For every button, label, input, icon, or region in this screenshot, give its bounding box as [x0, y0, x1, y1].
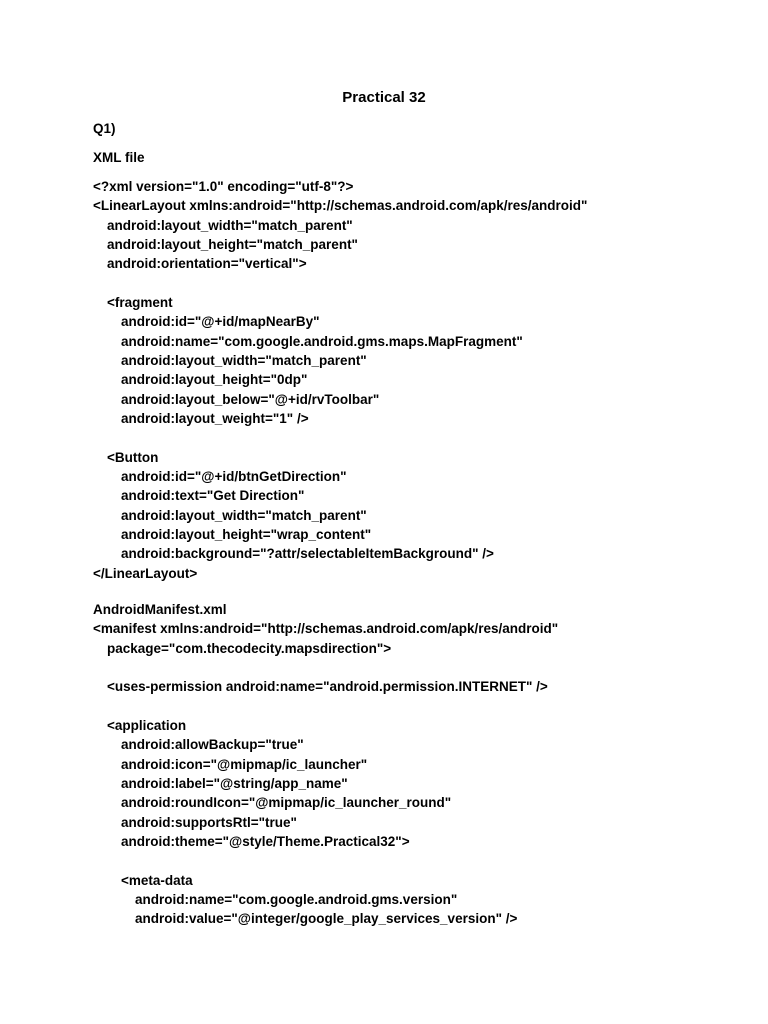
code-line: <Button: [107, 449, 159, 465]
code-line: android:layout_width="match_parent": [121, 507, 367, 523]
code-line: <meta-data: [121, 872, 193, 888]
code-line: <application: [107, 717, 187, 733]
code-line: AndroidManifest.xml: [93, 602, 227, 617]
code-line: android:layout_width="match_parent": [121, 352, 367, 368]
code-line: android:layout_weight="1" />: [121, 410, 309, 426]
code-line: </LinearLayout>: [93, 565, 198, 581]
code-line: [93, 851, 558, 870]
code-line: android:layout_height="match_parent": [107, 236, 358, 252]
code-line: android:label="@string/app_name": [121, 775, 348, 791]
code-line: [93, 428, 587, 447]
page-title: Practical 32: [342, 89, 426, 106]
code-line: <uses-permission android:name="android.permission.INTERNET" />: [107, 679, 548, 695]
code-line: android:background="?attr/selectableItemBackground" />: [121, 546, 494, 562]
code-line: [93, 697, 558, 716]
code-line: [93, 658, 558, 677]
code-line: android:layout_below="@+id/rvToolbar": [121, 391, 380, 407]
code-line: android:icon="@mipmap/ic_launcher": [121, 756, 368, 772]
question-label: Q1): [93, 121, 116, 136]
code-line: android:supportsRtl="true": [121, 814, 297, 830]
code-line: android:layout_height="wrap_content": [121, 526, 372, 542]
code-line: android:orientation="vertical">: [107, 256, 307, 272]
code-line: android:name="com.google.android.gms.maps.MapFragment": [121, 333, 523, 349]
code-line: android:roundIcon="@mipmap/ic_launcher_round": [121, 795, 452, 811]
xml-file-heading: XML file: [93, 150, 145, 165]
code-line: android:allowBackup="true": [121, 737, 304, 753]
code-line: <LinearLayout xmlns:android="http://schemas.android.com/apk/res/android": [93, 198, 588, 214]
code-line: android:name="com.google.android.gms.version": [135, 891, 458, 907]
code-line: android:theme="@style/Theme.Practical32">: [121, 833, 410, 849]
code-line: <fragment: [107, 294, 173, 310]
code-line: android:text="Get Direction": [121, 488, 305, 504]
code-line: android:id="@+id/mapNearBy": [121, 314, 320, 330]
code-line: android:layout_height="0dp": [121, 372, 308, 388]
code-line: android:layout_width="match_parent": [107, 217, 353, 233]
manifest-code-block: [93, 600, 558, 929]
xml-code-block: [93, 177, 587, 583]
code-line: android:value="@integer/google_play_services_version" />: [135, 911, 518, 927]
code-line: package="com.thecodecity.mapsdirection">: [107, 640, 392, 656]
code-line: android:id="@+id/btnGetDirection": [121, 468, 347, 484]
code-line: <manifest xmlns:android="http://schemas.android.com/apk/res/android": [93, 621, 559, 637]
code-line: [93, 274, 587, 293]
code-line: <?xml version="1.0" encoding="utf-8"?>: [93, 179, 354, 194]
